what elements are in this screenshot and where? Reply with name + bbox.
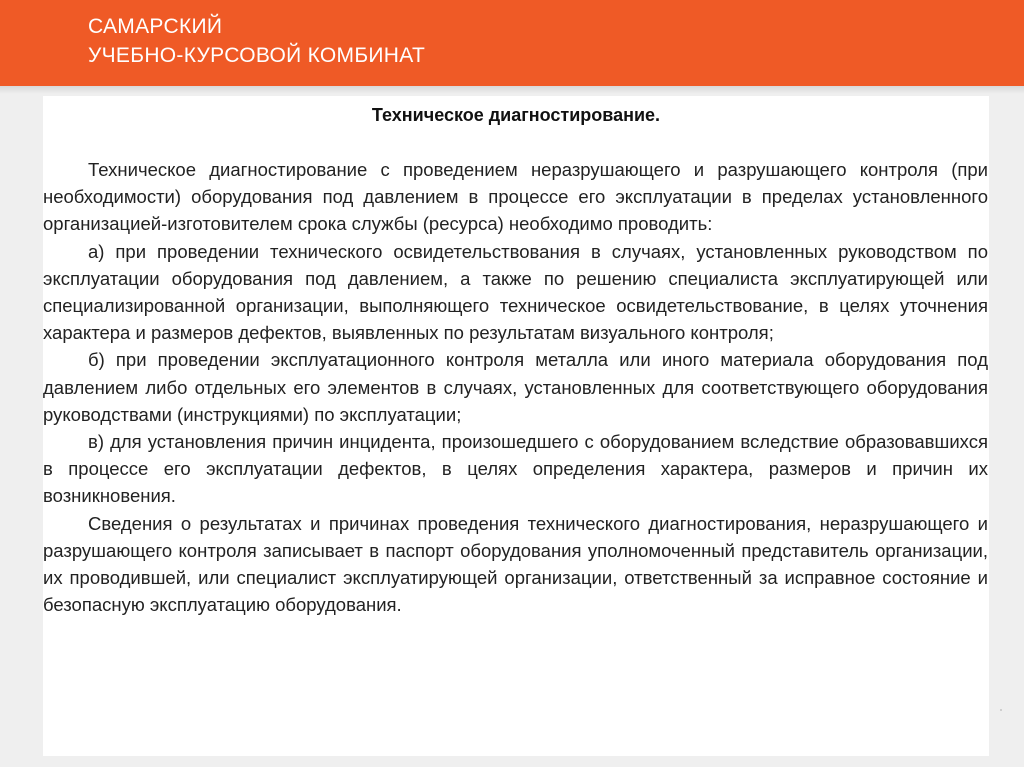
header-shadow	[0, 86, 1024, 94]
document-title: Техническое диагностирование.	[371, 105, 661, 125]
paragraph-intro: Техническое диагностирование с проведением неразрушающего и разрушающего контроля (при необходимости) оборудования под давлением в процессе его эксплуатации в пределах установленного организацией-изготовителем срока службы (ресурса) необходимо проводить:	[43, 159, 988, 235]
paragraph-records: Сведения о результатах и причинах проведения технического диагностирования, неразрушающего и разрушающего контроля записывает в паспорт оборудования уполномоченный представитель организации, их проводившей, или специалист эксплуатирующей организации, ответственный за исправное состояние и безопасную эксплуатацию оборудования.	[43, 512, 988, 616]
slide-content	[43, 96, 989, 756]
paragraph-item-b: б) при проведении эксплуатационного контроля металла или иного материала оборудования под давлением либо отдельных его элементов в случаях, установленных для соответствующего оборудования руководствами (инструкциями) по эксплуатации;	[43, 349, 988, 425]
decorative-dot	[1000, 709, 1002, 711]
organization-name-line-1: САМАРСКИЙ	[88, 15, 223, 38]
paragraph-item-a: а) при проведении технического освидетельствования в случаях, установленных руководством по эксплуатации оборудования под давлением, а также по решению специалиста эксплуатирующей или специализированной организации, выполняющего техническое освидетельствование, в целях уточнения характера и размеров дефектов, выявленных по результатам визуального контроля;	[43, 240, 988, 344]
paragraph-item-c: в) для установления причин инцидента, произошедшего с оборудованием вследствие образовавшихся в процессе его эксплуатации дефектов, в целях определения характера, размеров и причин их возникновения.	[43, 431, 988, 507]
organization-name-line-2: УЧЕБНО-КУРСОВОЙ КОМБИНАТ	[88, 44, 426, 67]
header-banner	[0, 0, 1024, 86]
document-body	[43, 156, 988, 618]
